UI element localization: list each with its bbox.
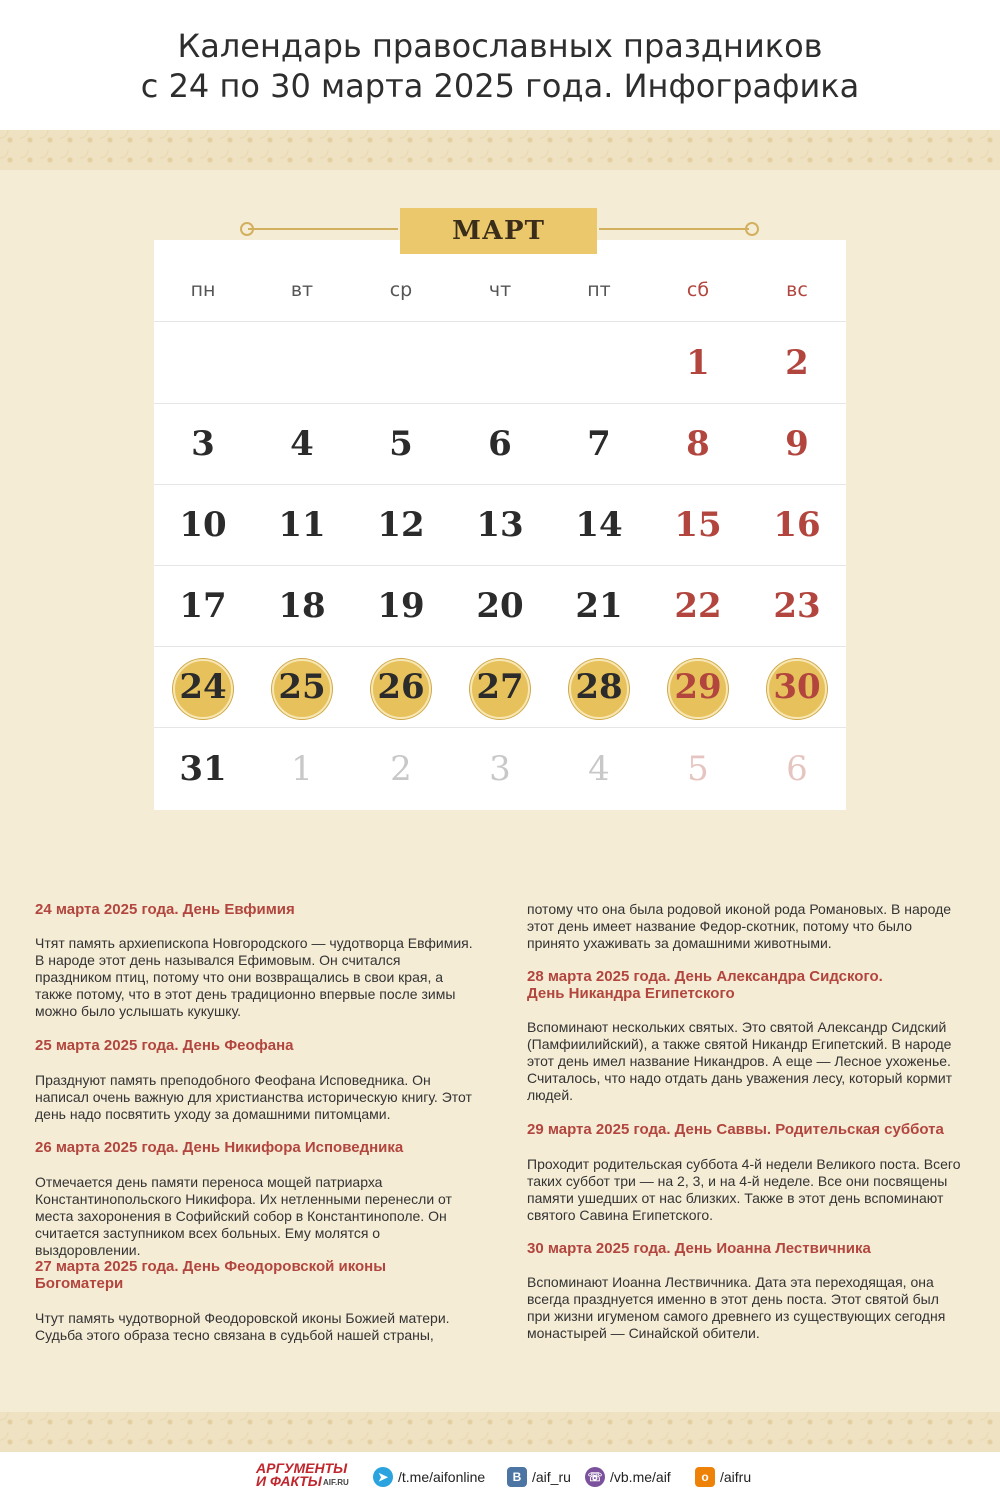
calendar-week-3 [154,485,846,566]
social-link-telegram[interactable] [373,1466,485,1488]
weekday-header-row [154,250,846,331]
day-cell [451,323,549,404]
day-cell-highlighted [253,647,351,728]
holiday-text-27-continued: потому что она была родовой иконой рода Романовых. В народе этот день имеет название Федор-скотник, потому что было принято ухаживать за домашними животными. [527,901,952,951]
calendar-week-5-highlighted [154,647,846,728]
day-cell: 10 [179,505,227,545]
social-link-label: /aif_ru [532,1469,571,1485]
social-link-label: /t.me/aifonline [398,1469,486,1485]
ornament-border-top [0,130,1000,170]
logo-site: AIF.RU [323,1478,349,1487]
day-cell-highlighted-weekend [649,647,747,728]
calendar-week-2 [154,404,846,485]
day-cell-next-month: 1 [291,749,313,789]
day-cell: 14 [575,505,623,545]
day-cell: 6 [488,424,512,464]
day-cell-weekend: 8 [686,424,710,464]
title-line-1: Календарь православных праздников [177,27,823,65]
day-cell-next-month: 3 [489,749,511,789]
day-cell-next-month: 4 [588,749,610,789]
telegram-icon: ➤ [373,1467,393,1487]
day-cell [352,323,450,404]
logo-line-2: И ФАКТЫ [256,1473,322,1489]
day-cell-highlighted [154,647,252,728]
day-cell-next-month-weekend: 5 [687,749,709,789]
day-cell: 20 [476,586,524,626]
day-cell-weekend: 2 [785,343,809,383]
day-cell-highlighted [352,647,450,728]
holiday-text-29: Проходит родительская суббота 4-й недели Великого поста. Всего таких суббот три — на 2, 3, и на 4-й неделе. Все они посвящены памяти ушедших от нас близких. Также в этот день вспоминают святого Савина Египетского. [527,1156,961,1223]
day-number: 24 [179,667,227,707]
day-cell: 18 [278,586,326,626]
day-cell-next-month-weekend: 6 [786,749,808,789]
holiday-heading-30: 30 марта 2025 года. День Иоанна Лествичника [527,1240,871,1257]
day-number: 30 [773,667,821,707]
day-cell-weekend: 9 [785,424,809,464]
ornament-swirl-left [248,228,398,230]
day-number: 25 [278,667,326,707]
logo-line-1: АРГУМЕНТЫ [256,1460,348,1476]
holiday-heading-24: 24 марта 2025 года. День Евфимия [35,901,295,918]
social-link-viber[interactable] [585,1466,671,1488]
day-number: 26 [377,667,425,707]
viber-icon: ☏ [585,1467,605,1487]
calendar-week-1 [154,323,846,404]
day-cell: 17 [179,586,227,626]
weekday-wed: ср [389,279,413,301]
holiday-heading-28: 28 марта 2025 года. День Александра Сидского. День Никандра Египетского [527,968,883,1002]
day-cell-highlighted [550,647,648,728]
day-cell-weekend: 15 [674,505,722,545]
weekday-mon: пн [190,279,216,301]
weekday-thu: чт [488,279,512,301]
day-cell-weekend: 23 [773,586,821,626]
holiday-text-26: Отмечается день памяти переноса мощей патриарха Константинопольского Никифора. Их нетленными перенесли от места захоронения в Софийский собор в Константинополе. Он считается заступником всех больных. Ему молятся о выздоровлении. [35,1174,452,1258]
holiday-text-24: Чтят память архиепископа Новгородского — чудотворца Евфимия. В народе этот день назывался Ефимовым. Он считался праздником птиц, потому что они возвращались в свои края, а также потому, что в этот день традиционно впервые после зимы можно было услышать кукушку. [35,935,473,1019]
day-cell-weekend: 1 [686,343,710,383]
vk-icon: B [507,1467,527,1487]
day-cell-highlighted-weekend [748,647,846,728]
day-cell-weekend: 22 [674,586,722,626]
day-number: 29 [674,667,722,707]
holiday-text-28: Вспоминают нескольких святых. Это святой Александр Сидский (Памфиилийский), а также святой Никандр Египетский. В народе этот день имел название Никандров. А еще — Лесное ухоженье. Считалось, что надо отдать дань уважения лесу, который кормит людей. [527,1019,953,1103]
calendar-week-4 [154,566,846,647]
page-title [0,26,1000,106]
day-cell: 7 [587,424,611,464]
day-number: 27 [476,667,524,707]
holiday-heading-25: 25 марта 2025 года. День Феофана [35,1037,294,1054]
day-cell: 21 [575,586,623,626]
day-cell: 13 [476,505,524,545]
weekday-fri: пт [587,279,611,301]
day-cell: 5 [389,424,413,464]
calendar-week-6 [154,729,846,810]
day-cell-weekend: 16 [773,505,821,545]
month-label: МАРТ [400,208,597,254]
row-divider [154,727,846,728]
ornament-border-bottom [0,1412,1000,1452]
footer-bar [0,1452,1000,1504]
day-cell: 3 [191,424,215,464]
weekday-sun: вс [786,279,808,301]
weekday-tue: вт [290,279,314,301]
day-cell [550,323,648,404]
holiday-text-30: Вспоминают Иоанна Лествичника. Дата эта переходящая, она всегда празднуется именно в этот день поста. Этот святой был при жизни игуменом самого древнего из существующих сегодня монастырей — Синайской обители. [527,1274,946,1341]
holiday-heading-27: 27 марта 2025 года. День Феодоровской иконы Богоматери [35,1258,387,1292]
day-cell [253,323,351,404]
title-line-2: с 24 по 30 марта 2025 года. Инфографика [140,67,860,105]
day-cell: 4 [290,424,314,464]
day-cell [154,323,252,404]
row-divider [154,321,846,322]
social-link-label: /vb.me/aif [610,1469,671,1485]
holiday-text-25: Празднуют память преподобного Феофана Исповедника. Он написал очень важную для христианства историческую книгу. Этот день надо посвятить уходу за домашними питомцами. [35,1072,472,1122]
ornament-curl-left [240,222,254,236]
holiday-text-27: Чтут память чудотворной Феодоровской иконы Божией матери. Судьба этого образа тесно связана в судьбой нашей страны, [35,1310,450,1343]
social-link-vk[interactable] [507,1466,571,1488]
day-number: 28 [575,667,623,707]
day-cell-highlighted [451,647,549,728]
social-link-label: /aifru [720,1469,752,1485]
odnoklassniki-icon: о [695,1467,715,1487]
weekday-sat: сб [686,279,710,301]
day-cell: 31 [179,749,227,789]
day-cell: 19 [377,586,425,626]
aif-logo[interactable] [256,1462,347,1488]
day-cell-next-month: 2 [390,749,412,789]
day-cell: 12 [377,505,425,545]
ornament-swirl-right [599,228,749,230]
holiday-heading-26: 26 марта 2025 года. День Никифора Исповедника [35,1139,404,1156]
ornament-curl-right [745,222,759,236]
day-cell: 11 [278,505,326,545]
social-link-odnoklassniki[interactable] [695,1466,751,1488]
holiday-heading-29: 29 марта 2025 года. День Саввы. Родительская суббота [527,1121,944,1138]
